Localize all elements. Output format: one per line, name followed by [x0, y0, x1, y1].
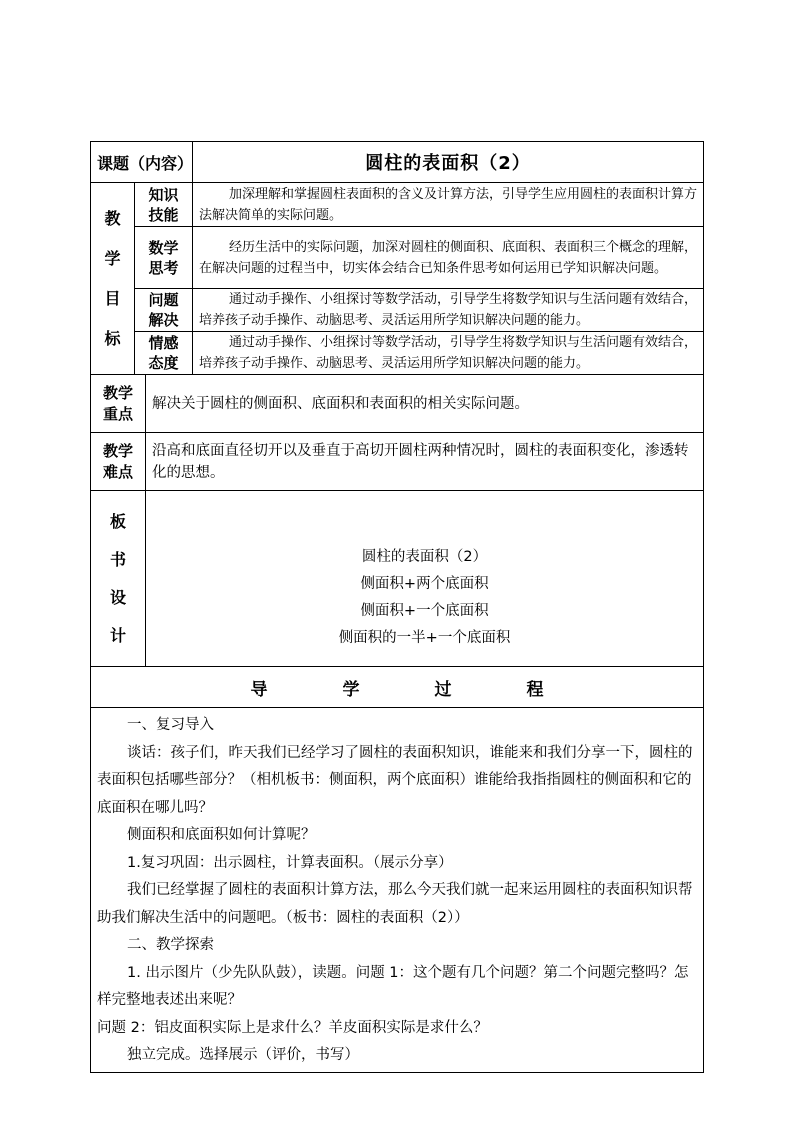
- objectives-char-1: 教: [104, 208, 121, 228]
- process-heading-char-4: 程: [526, 679, 544, 700]
- process-paragraph: 独立完成。选择展示（评价，书写）: [127, 1047, 359, 1063]
- process-paragraph: 一、复习导入: [127, 717, 214, 733]
- key-points-text: 解决关于圆柱的侧面积、底面积和表面积的相关实际问题。: [146, 375, 704, 433]
- board-line-2: 侧面积+两个底面积: [360, 575, 489, 592]
- process-heading-char-2: 学: [342, 679, 360, 700]
- board-char-2: 书: [109, 549, 126, 569]
- process-heading-char-3: 过: [434, 679, 452, 700]
- process-paragraph: 问题 2：铝皮面积实际上是求什么？羊皮面积实际是求什么？: [97, 1019, 488, 1036]
- process-paragraph: 谈话：孩子们，昨天我们已经学习了圆柱的表面积知识，谁能来和我们分享一下，圆柱的表面积包括哪些部分？（相机板书：侧面积，两个底面积）谁能给我指指圆柱的侧面积和它的底面积在哪儿吗？: [97, 744, 693, 816]
- objective-row-attitude: [91, 332, 704, 375]
- process-heading: [91, 667, 704, 708]
- key-points-row: [91, 375, 704, 433]
- board-line-1: 圆柱的表面积（2）: [361, 548, 488, 565]
- difficulties-row: [91, 433, 704, 491]
- process-paragraph: 1. 出示图片（少先队队鼓），读题。问题 1：这个题有几个问题？第二个问题完整吗？怎样完整地表述出来呢？: [97, 964, 689, 1008]
- process-paragraph: 1.复习巩固：出示圆柱，计算表面积。（展示分享）: [127, 854, 453, 871]
- board-char-4: 计: [109, 625, 126, 645]
- board-line-4: 侧面积的一半+一个底面积: [338, 629, 511, 646]
- process-paragraph: 侧面积和底面积如何计算呢？: [127, 827, 316, 843]
- board-line-3: 侧面积+一个底面积: [360, 602, 489, 619]
- objective-text-knowledge: 加深理解和掌握圆柱表面积的含义及计算方法，引导学生应用圆柱的表面积计算方法解决简单的实际问题。: [193, 183, 704, 227]
- objective-label-attitude: 情感态度: [135, 332, 193, 375]
- board-content: [146, 491, 704, 667]
- header-row: [91, 142, 704, 183]
- topic-label: 课题（内容）: [91, 142, 193, 183]
- process-paragraph: 二、教学探索: [127, 937, 214, 953]
- process-body-row: [91, 708, 704, 1073]
- objective-row-knowledge: [91, 183, 704, 227]
- lesson-title: 圆柱的表面积（2）: [193, 142, 704, 183]
- objective-text-attitude: 通过动手操作、小组探讨等数学活动，引导学生将数学知识与生活问题有效结合，培养孩子动手操作、动脑思考、灵活运用所学知识解决问题的能力。: [193, 332, 704, 375]
- objective-text-problem: 通过动手操作、小组探讨等数学活动，引导学生将数学知识与生活问题有效结合，培养孩子动手操作、动脑思考、灵活运用所学知识解决问题的能力。: [193, 289, 704, 332]
- objectives-char-3: 目: [104, 288, 121, 308]
- objective-text-thinking: 经历生活中的实际问题，加深对圆柱的侧面积、底面积、表面积三个概念的理解，在解决问题的过程当中，切实体会结合已知条件思考如何运用已学知识解决问题。: [193, 227, 704, 289]
- objective-row-problem: [91, 289, 704, 332]
- process-paragraph: 我们已经掌握了圆柱的表面积计算方法，那么今天我们就一起来运用圆柱的表面积知识帮助我们解决生活中的问题吧。（板书：圆柱的表面积（2））: [97, 882, 693, 926]
- process-body: [91, 708, 704, 1073]
- objectives-side-label: [91, 183, 135, 375]
- board-side-label: [91, 491, 146, 667]
- process-heading-row: [91, 667, 704, 708]
- board-char-3: 设: [109, 587, 126, 607]
- difficulties-text: 沿高和底面直径切开以及垂直于高切开圆柱两种情况时，圆柱的表面积变化，渗透转化的思想。: [146, 433, 704, 491]
- objective-label-knowledge: 知识技能: [135, 183, 193, 227]
- objectives-char-2: 学: [104, 248, 121, 268]
- objective-row-thinking: [91, 227, 704, 289]
- difficulties-label: 教学难点: [91, 433, 146, 491]
- objectives-char-4: 标: [104, 328, 121, 348]
- objective-label-thinking: 数学思考: [135, 227, 193, 289]
- key-points-label: 教学重点: [91, 375, 146, 433]
- board-row: [91, 491, 704, 667]
- objective-label-problem: 问题解决: [135, 289, 193, 332]
- lesson-plan-page: [90, 141, 703, 1073]
- lesson-plan-table: [90, 141, 704, 1073]
- process-heading-char-1: 导: [250, 679, 268, 700]
- board-char-1: 板: [109, 511, 126, 531]
